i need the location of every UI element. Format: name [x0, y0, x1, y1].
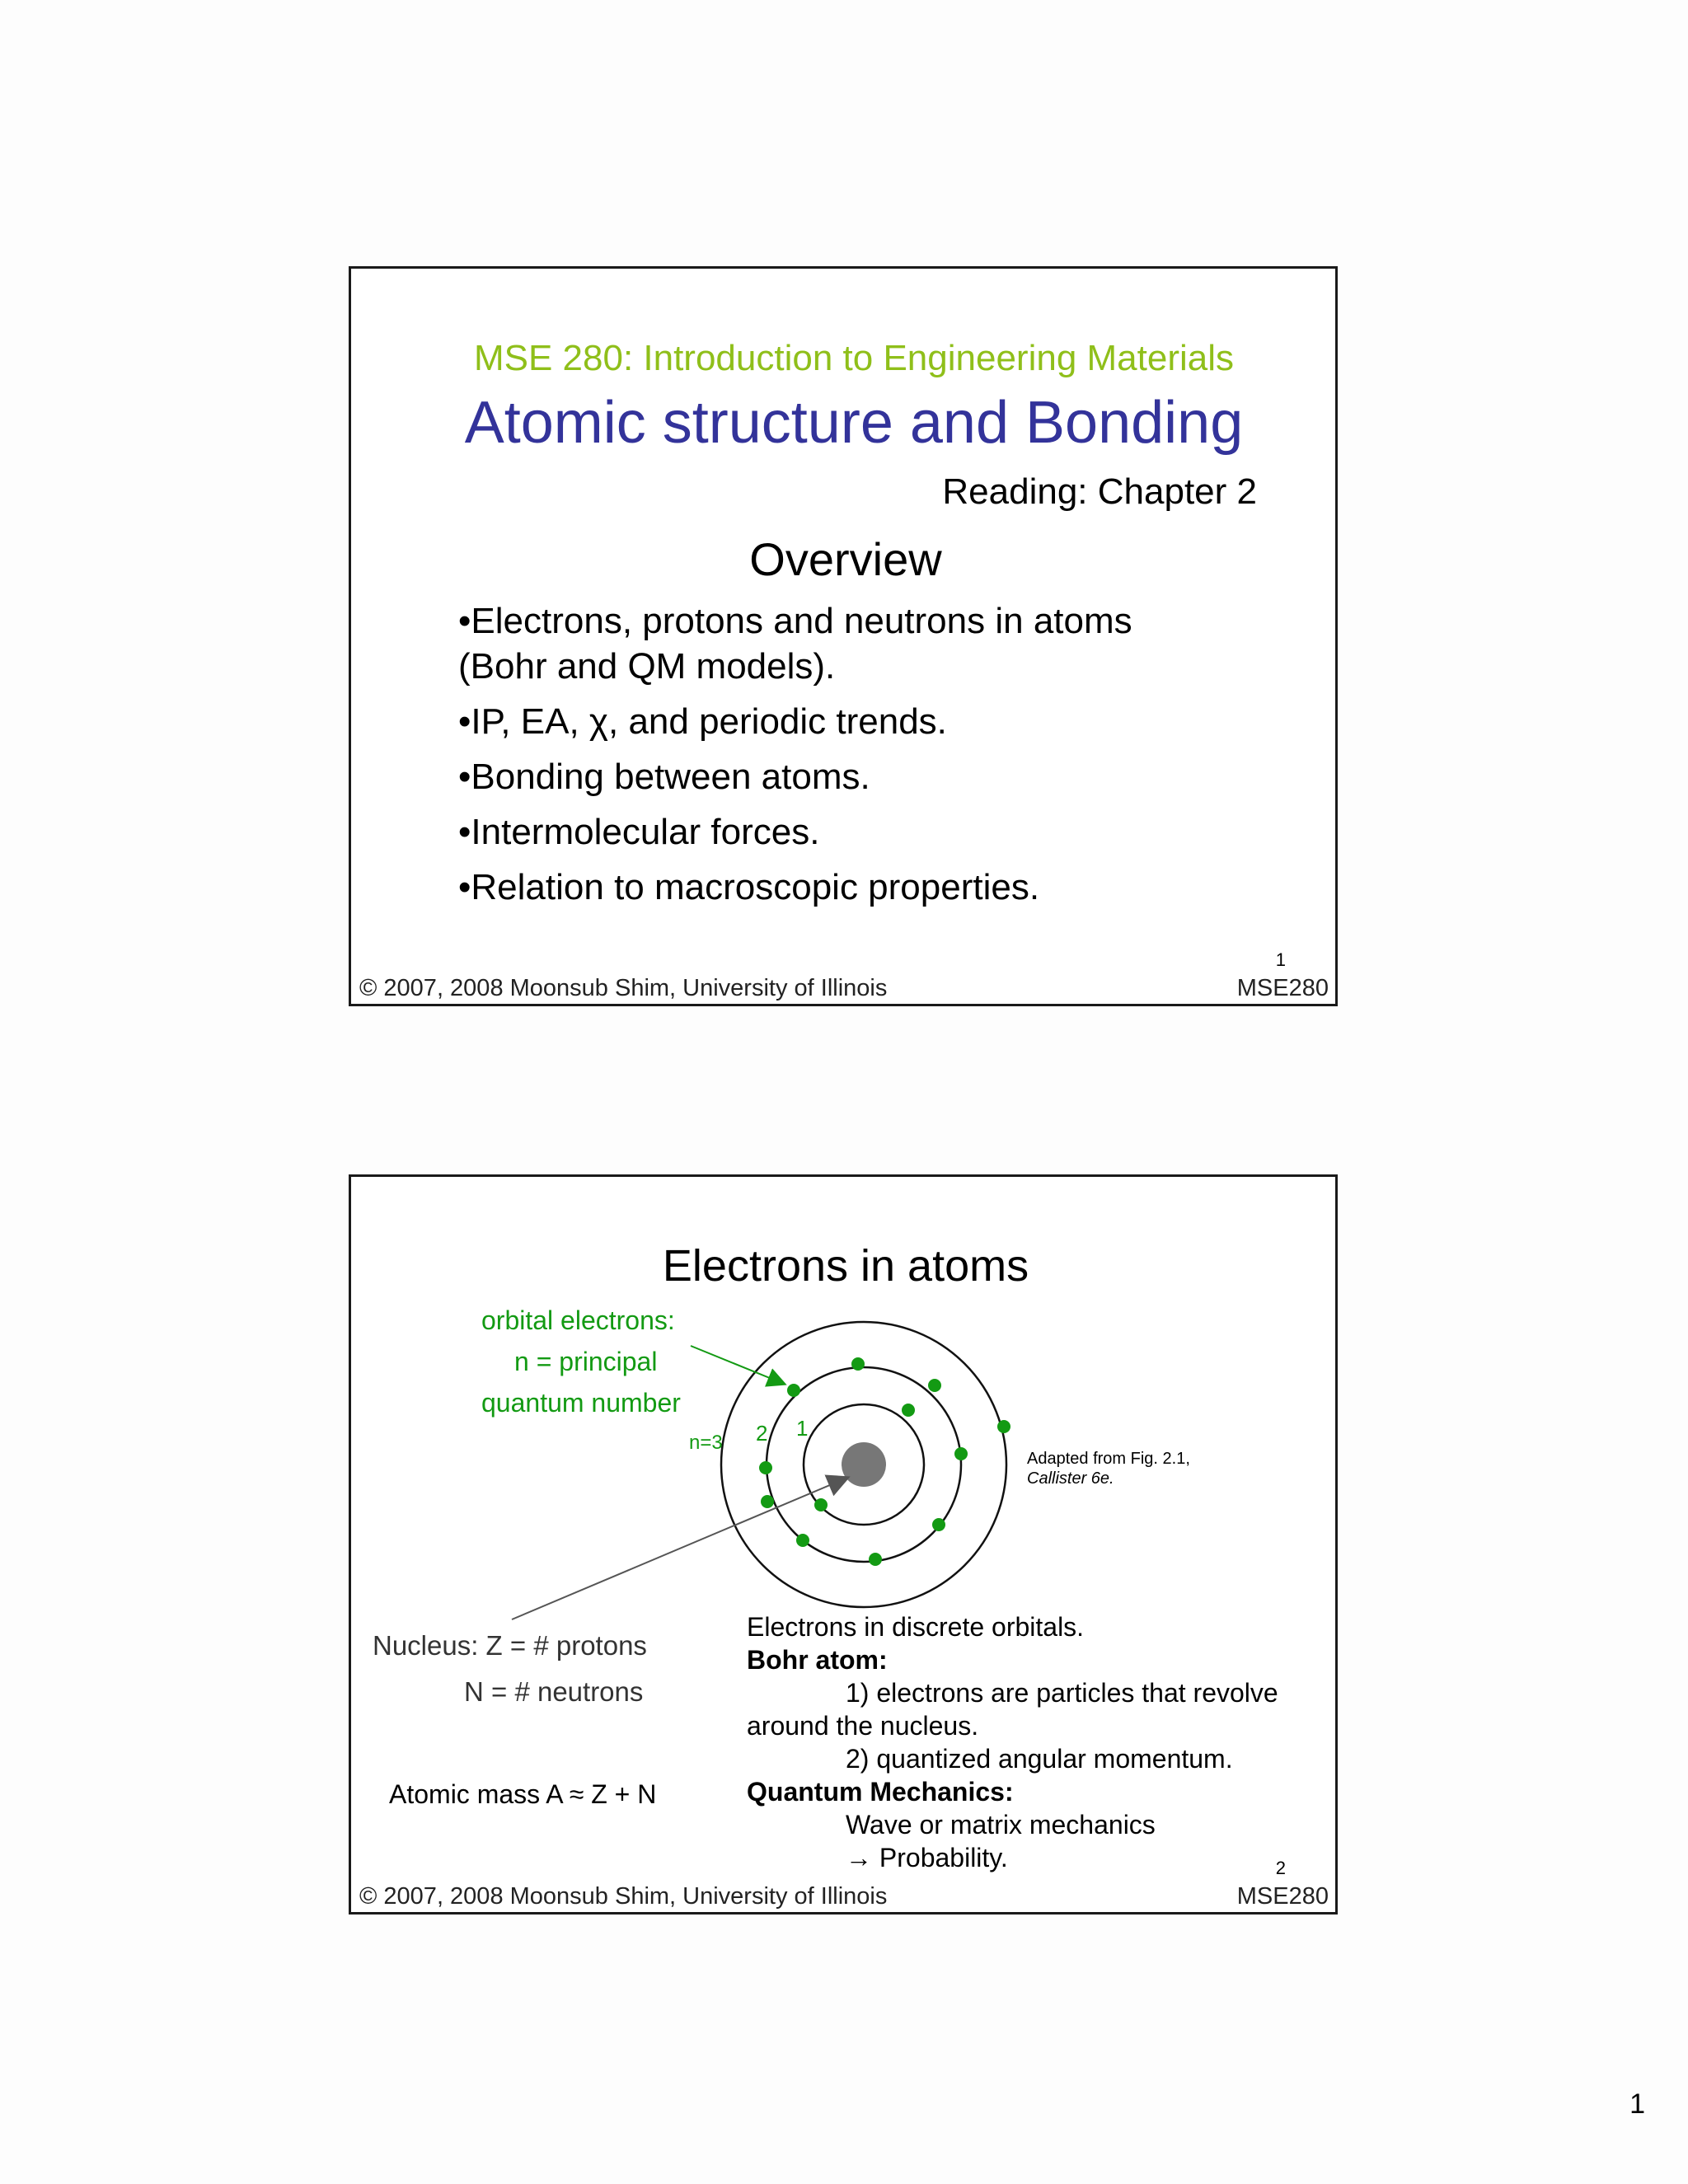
- electron-dot: [869, 1553, 882, 1566]
- slide-page-number: 2: [1275, 1858, 1286, 1878]
- slide-page-number: 1: [1275, 949, 1286, 970]
- nucleus-label: Nucleus: Z = # protons: [373, 1630, 647, 1661]
- bullet-text: •Electrons, protons and neutrons in atoms: [458, 601, 1132, 641]
- reading-assignment: Reading: Chapter 2: [942, 471, 1257, 512]
- copyright-footer: © 2007, 2008 Moonsub Shim, University of Illinois: [359, 1883, 888, 1910]
- shell-label-n1: 1: [796, 1416, 809, 1441]
- bullet-item: [458, 754, 1132, 799]
- electron-dot: [932, 1518, 945, 1531]
- electron-dot: [759, 1461, 772, 1474]
- source-line: Adapted from Fig. 2.1,: [1027, 1450, 1190, 1468]
- desc-line: → Probability.: [846, 1843, 1008, 1872]
- bullet-text: •Intermolecular forces.: [458, 812, 820, 852]
- electron-dot: [902, 1404, 915, 1417]
- figure-source-note: [1027, 1449, 1190, 1488]
- orbital-label-line: quantum number: [481, 1388, 681, 1418]
- desc-line: Electrons in discrete orbitals.: [747, 1612, 1085, 1642]
- bullet-item: [458, 809, 1132, 855]
- nucleus-pointer-arrow: [512, 1478, 847, 1619]
- electron-dot: [851, 1357, 865, 1371]
- electron-dot: [814, 1498, 828, 1511]
- slide-2: [349, 1174, 1338, 1915]
- neutrons-label: N = # neutrons: [464, 1676, 644, 1707]
- bullet-text: •Relation to macroscopic properties.: [458, 867, 1040, 907]
- overview-bullet-list: [458, 598, 1132, 920]
- electron-dot: [928, 1379, 941, 1392]
- bullet-item: [458, 644, 1132, 689]
- course-code-footer: MSE280: [1236, 975, 1329, 1001]
- bullet-item: [458, 699, 1132, 744]
- overview-heading: Overview: [749, 533, 942, 585]
- slide-title: Electrons in atoms: [662, 1241, 1029, 1291]
- electron-dot: [787, 1384, 800, 1397]
- bullet-text: (Bohr and QM models).: [458, 646, 836, 687]
- nucleus-icon: [842, 1442, 886, 1487]
- course-code-footer: MSE280: [1236, 1883, 1329, 1910]
- orbital-label-line: n = principal: [514, 1347, 658, 1376]
- electron-dot: [997, 1420, 1010, 1433]
- electron-dot: [796, 1534, 809, 1547]
- copyright-footer: © 2007, 2008 Moonsub Shim, University of Illinois: [359, 975, 888, 1001]
- desc-line: Wave or matrix mechanics: [846, 1810, 1156, 1840]
- atomic-mass-label: Atomic mass A ≈ Z + N: [389, 1779, 657, 1809]
- desc-line: 1) electrons are particles that revolve: [846, 1678, 1278, 1708]
- source-line: Callister 6e.: [1027, 1469, 1114, 1488]
- electron-dot: [954, 1447, 968, 1460]
- bullet-text: •Bonding between atoms.: [458, 757, 870, 797]
- orbital-label-line: orbital electrons:: [481, 1305, 675, 1335]
- electron-dot: [761, 1495, 774, 1508]
- shell-label-n2: 2: [756, 1421, 768, 1446]
- handout-page-number: 1: [1629, 2088, 1645, 2120]
- qm-heading: Quantum Mechanics:: [747, 1777, 1014, 1807]
- desc-line: 2) quantized angular momentum.: [846, 1744, 1233, 1774]
- orbital-description: [747, 1610, 1278, 1874]
- bullet-text: •IP, EA, χ, and periodic trends.: [458, 701, 947, 742]
- bullet-item: [458, 598, 1132, 644]
- orbital-pointer-arrow: [691, 1346, 784, 1384]
- desc-line: around the nucleus.: [747, 1711, 979, 1741]
- slide-1: [349, 266, 1338, 1006]
- bullet-item: [458, 865, 1132, 910]
- shell-label-n3: n=3: [689, 1432, 723, 1454]
- bohr-heading: Bohr atom:: [747, 1645, 888, 1675]
- course-title: MSE 280: Introduction to Engineering Materials: [473, 338, 1235, 378]
- lecture-title: Atomic structure and Bonding: [464, 390, 1244, 456]
